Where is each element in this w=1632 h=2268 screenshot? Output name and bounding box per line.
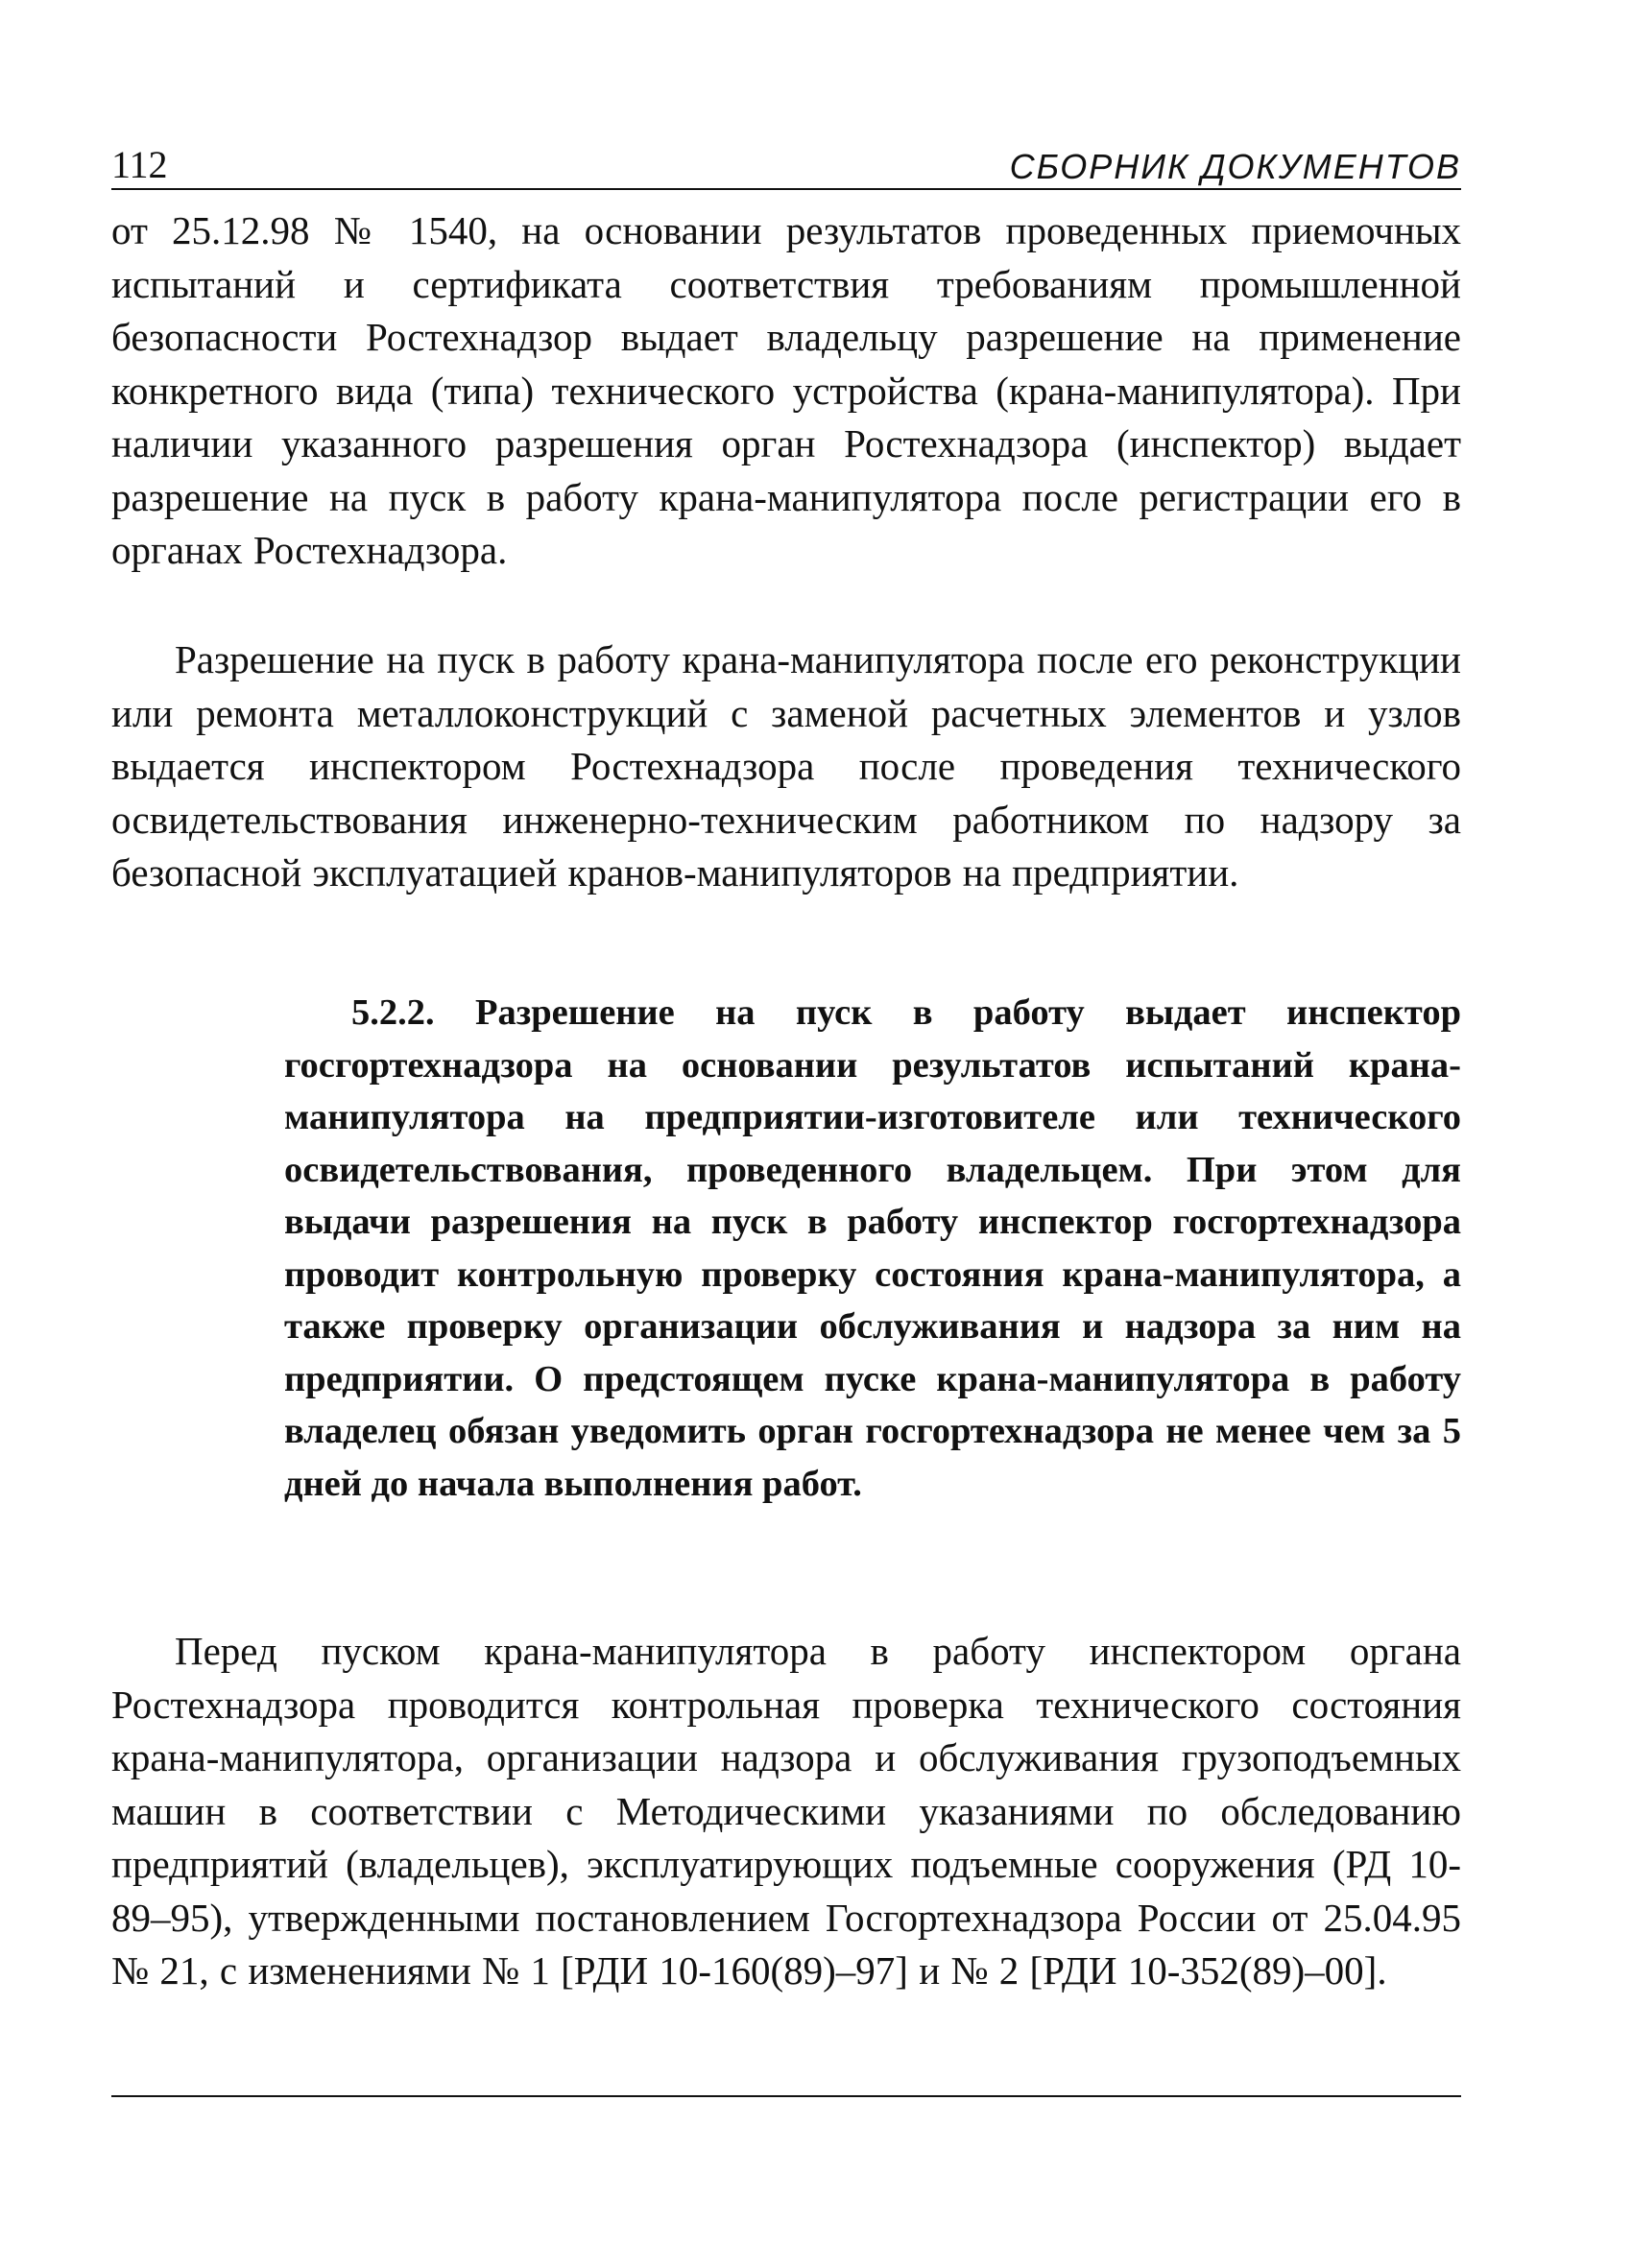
paragraph-block-4: [111, 1625, 1461, 1998]
paragraph-block-2: [111, 633, 1461, 900]
document-page: [111, 0, 1461, 2268]
page-header: [111, 132, 1461, 190]
paragraph-block-1: [111, 204, 1461, 578]
footer-divider: [111, 2095, 1461, 2097]
bold-clause-block: [284, 987, 1461, 1510]
running-title: СБОРНИК ДОКУМЕНТОВ: [1009, 147, 1461, 186]
clause-5-2-2: 5.2.2. Разрешение на пуск в работу выдает инспектор госгортехнадзора на основании результатов испытаний крана-манипулятора на предприятии-изготовителе или технического освидетельствования, проведенного владельцем. При этом для выдачи разрешения на пуск в работу инспектор госгортехнадзора проводит контрольную проверку состояния крана-манипулятора, а также проверку организации обслуживания и надзора за ним на предприятии. О предстоящем пуске крана-манипулятора в работу владелец обязан уведомить орган госгортехнадзора не менее чем за 5 дней до начала выполнения работ.: [284, 992, 1461, 1504]
paragraph-reconstruction-permit: Разрешение на пуск в работу крана-манипулятора после его реконструкции или ремонта металлоконструкций с заменой расчетных элементов и узлов выдается инспектором Ростехнадзора после проведения технического освидетельствования инженерно-техническим работником по надзору за безопасной эксплуатацией кранов-манипуляторов на предприятии.: [111, 637, 1461, 895]
paragraph-inspection-before-launch: Перед пуском крана-манипулятора в работу инспектором органа Ростехнадзора проводится контрольная проверка технического состояния крана-манипулятора, организации надзора и обслуживания грузоподъемных машин в соответствии с Методическими указаниями по обследованию предприятий (владельцев), эксплуатирующих подъемные сооружения (РД 10-89–95), утвержденными постановлением Госгортехнадзора России от 25.04.95 № 21, с изменениями № 1 [РДИ 10-160(89)–97] и № 2 [РДИ 10-352(89)–00].: [111, 1629, 1461, 1993]
page-number: 112: [111, 143, 168, 186]
paragraph-continuation: от 25.12.98 № 1540, на основании результатов проведенных приемочных испытаний и сертификата соответствия требованиям промышленной безопасности Ростехнадзор выдает владельцу разрешение на применение конкретного вида (типа) технического устройства (крана-манипулятора). При наличии указанного разрешения орган Ростехнадзора (инспектор) выдает разрешение на пуск в работу крана-манипулятора после регистрации его в органах Ростехнадзора.: [111, 208, 1461, 572]
